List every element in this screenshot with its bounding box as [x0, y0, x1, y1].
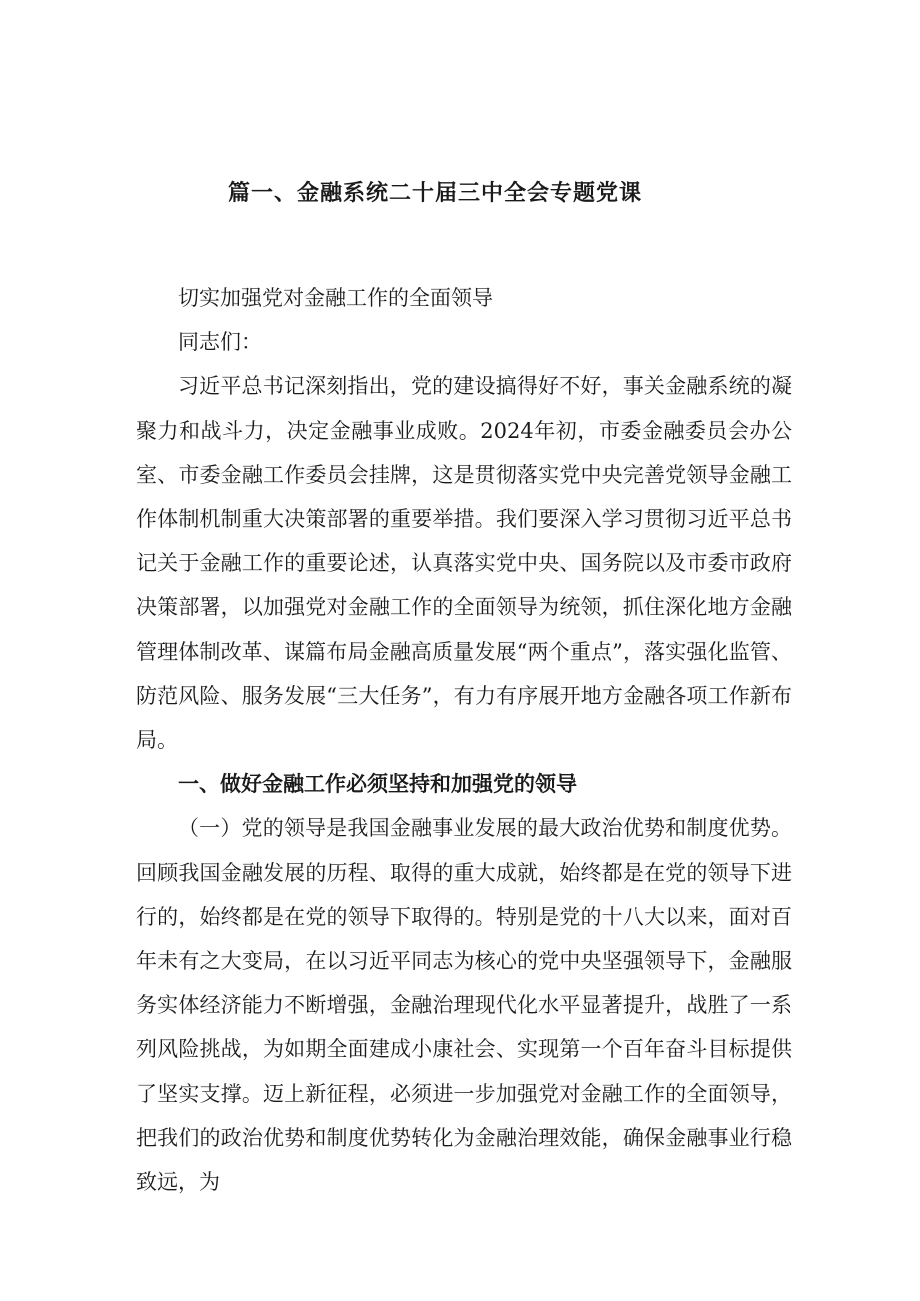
- document-title: 篇一、金融系统二十届三中全会专题党课: [227, 181, 642, 206]
- paragraph: 习近平总书记深刻指出，党的建设搞得好不好，事关金融系统的凝聚力和战斗力，决定金融事业成败。2024年初，市委金融委员会办公室、市委金融工作委员会挂牌，这是贯彻落实党中央完善党领导金融工作体制机制重大决策部署的重要举措。我们要深入学习贯彻习近平总书记关于金融工作的重要论述，认真落实党中央、国务院以及市委市政府决策部署，以加强党对金融工作的全面领导为统领，抓住深化地方金融管理体制改革、谋篇布局金融高质量发展“两个重点”，落实强化监管、防范风险、服务发展“三大任务”，有力有序展开地方金融各项工作新布局。: [136, 374, 792, 753]
- document-body: [136, 276, 792, 1204]
- section-heading: 一、做好金融工作必须坚持和加强党的领导: [178, 772, 577, 797]
- salutation: 同志们：: [178, 330, 262, 355]
- paragraph: （一）党的领导是我国金融事业发展的最大政治优势和制度优势。回顾我国金融发展的历程、取得的重大成就，始终都是在党的领导下进行的，始终都是在党的领导下取得的。特别是党的十八大以来，面对百年未有之大变局，在以习近平同志为核心的党中央坚强领导下，金融服务实体经济能力不断增强，金融治理现代化水平显著提升，战胜了一系列风险挑战，为如期全面建成小康社会、实现第一个百年奋斗目标提供了坚实支撑。迈上新征程，必须进一步加强党对金融工作的全面领导，把我们的政治优势和制度优势转化为金融治理效能，确保金融事业行稳致远，为: [136, 816, 792, 1195]
- document-subtitle: 切实加强党对金融工作的全面领导: [178, 286, 493, 310]
